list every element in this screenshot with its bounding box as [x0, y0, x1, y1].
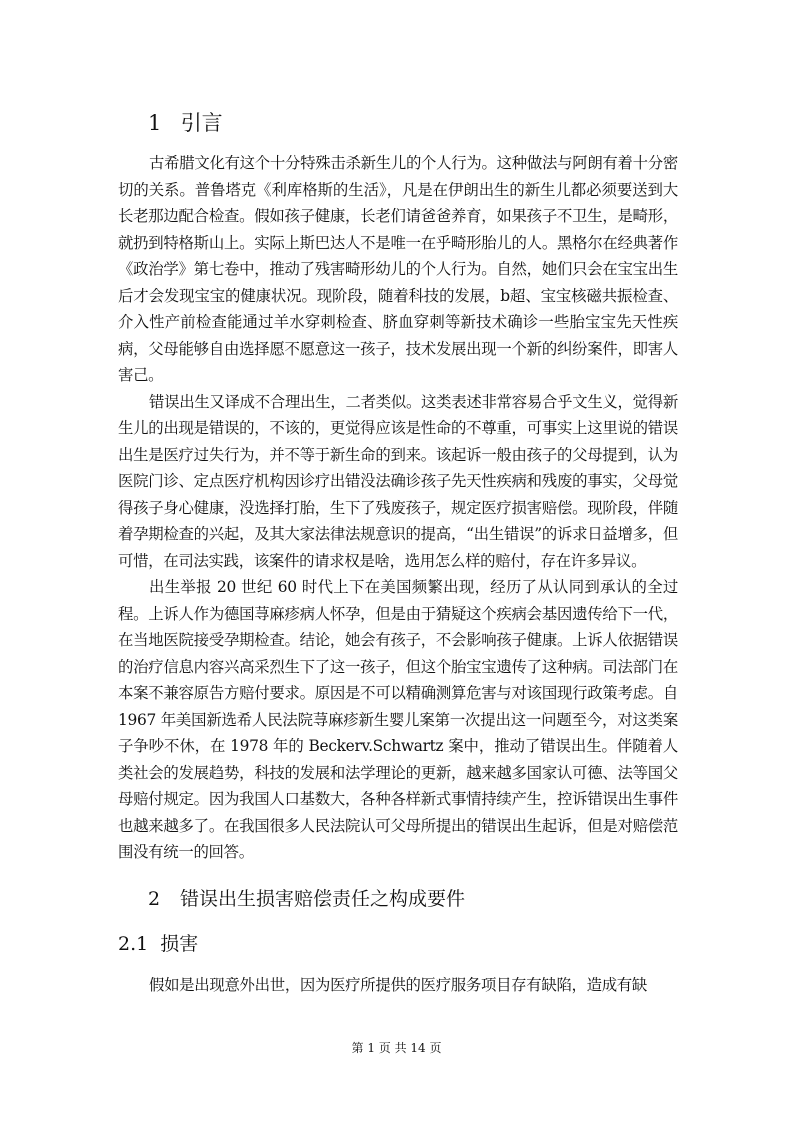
section-title: 错误出生损害赔偿责任之构成要件 [180, 887, 466, 910]
paragraph: 出生举报 20 世纪 60 时代上下在美国频繁出现，经历了从认同到承认的全过程。上诉人作为德国荨麻疹病人怀孕，但是由于猜疑这个疾病会基因遗传给下一代，在当地医院接受孕期检查。结论，她会有孩子，不会影响孩子健康。上诉人依据错误的治疗信息内容兴高采烈生下了这一孩子，但这个胎宝宝遗传了这种病。司法部门在本案不兼容原告方赔付要求。原因是不可以精确测算危害与对该国现行政策考虑。自 1967 年美国新选希人民法院荨麻疹新生婴儿案第一次提出这一问题至今，对这类案子争吵不休，在 1978 年的 Beckerv.Schwartz 案中，推动了错误出生。伴随着人类社会的发展趋势，科技的发展和法学理论的更新，越来越多国家认可德、法等国父母赔付规定。因为我国人口基数大，各种各样新式事情持续产生，控诉错误出生事件也越来越多了。在我国很多人民法院认可父母所提出的错误出生起诉，但是对赔偿范围没有统一的回答。 [118, 578, 678, 861]
paragraph: 古希腊文化有这个十分特殊击杀新生儿的个人行为。这种做法与阿朗有着十分密切的关系。普鲁塔克《利库格斯的生活》，凡是在伊朗出生的新生儿都必须要送到大长老那边配合检查。假如孩子健康，长老们请爸爸养育，如果孩子不卫生，是畸形，就扔到特格斯山上。实际上斯巴达人不是唯一在乎畸形胎儿的人。黑格尔在经典著作《政治学》第七卷中，推动了残害畸形幼儿的个人行为。自然，她们只会在宝宝出生后才会发现宝宝的健康状况。现阶段，随着科技的发展，b超、宝宝核磁共振检查、介入性产前检查能通过羊水穿刺检查、脐血穿刺等新技术确诊一些胎宝宝先天性疾病，父母能够自由选择愿不愿意这一孩子，技术发展出现一个新的纠纷案件，即害人害己。 [118, 154, 678, 384]
section-number: 2 [148, 887, 161, 910]
subsection-number: 2.1 [118, 932, 149, 955]
section-title: 引言 [180, 111, 223, 135]
section-number: 1 [148, 111, 162, 135]
page-footer: 第 1 页 共 14 页 [351, 1041, 442, 1055]
section-heading-2 [118, 880, 678, 918]
subsection-heading-2-1 [118, 926, 678, 962]
subsection-title: 损害 [160, 932, 199, 955]
section-heading-1 [118, 104, 678, 142]
paragraph: 假如是出现意外出世，因为医疗所提供的医疗服务项目存有缺陷，造成有缺 [149, 975, 647, 994]
paragraph: 错误出生又译成不合理出生，二者类似。这类表述非常容易合乎文生义，觉得新生儿的出现是错误的，不该的，更觉得应该是性命的不尊重，可事实上这里说的错误出生是医疗过失行为，并不等于新生命的到来。该起诉一般由孩子的父母提到，认为医院门诊、定点医疗机构因诊疗出错没法确诊孩子先天性疾病和残废的事实，父母觉得孩子身心健康，没选择打胎，生下了残废孩子，规定医疗损害赔偿。现阶段，伴随着孕期检查的兴起，及其大家法律法规意识的提高，“出生错误”的诉求日益增多，但可惜，在司法实践，该案件的请求权是啥，选用怎么样的赔付，存在许多异议。 [118, 392, 678, 570]
document-body [118, 104, 678, 998]
